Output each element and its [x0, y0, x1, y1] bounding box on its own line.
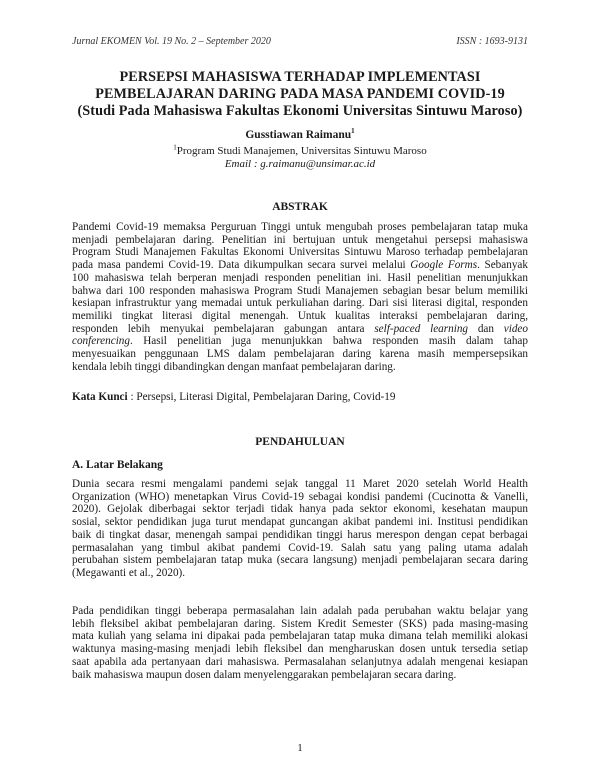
keywords-text: : Persepsi, Literasi Digital, Pembelajaran Daring, Covid-19	[130, 391, 396, 403]
abstract-line: kesiapan infrastruktur yang memadai untuk perkuliahan daring. Dari sisi literasi digital, responden	[72, 297, 528, 310]
abstract-line	[72, 259, 528, 272]
abstract-line	[72, 335, 528, 348]
abstract-text: . Sebanyak	[477, 259, 528, 272]
intro-heading: PENDAHULUAN	[255, 436, 345, 448]
abstract-text: dan	[477, 322, 494, 335]
keywords-label: Kata Kunci	[72, 391, 128, 403]
paragraph-line: sosial, sektor pendidikan juga turut mendapat guncangan akibat pandemi ini. Institusi pendidikan	[72, 516, 528, 529]
paragraph-line: mata kuliah yang selama ini dipakai pada pembelajaran tatap muka dimana telah memiliki alokasi	[72, 630, 528, 643]
author-email: Email : g.raimanu@unsimar.ac.id	[224, 158, 376, 170]
title-line-1: PERSEPSI MAHASISWA TERHADAP IMPLEMENTASI	[119, 69, 481, 85]
paragraph-line: perubahan sistem pembelajaran tatap muka (secara langsung) menjadi pembelajaran secara daring	[72, 554, 528, 567]
author-name-text: Gusstiawan Raimanu	[245, 129, 352, 141]
abstract-line: Pandemi Covid-19 memaksa Perguruan Tinggi untuk mengubah proses pembelajaran tatap muka	[72, 221, 528, 233]
paragraph-line: 2020). Gejolak diberbagai sektor terjadi tidak hanya pada sektor ekonomi, kesehatan maupun	[72, 503, 528, 516]
paragraph-line: waktunya masing-masing menjadi lebih fleksibel dan mengharuskan dosen untuk tersedia setiap	[72, 643, 528, 656]
abstract-text: pada masa pandemi Covid-19. Data dikumpulkan secara survei melalui	[72, 259, 406, 272]
abstract-heading: ABSTRAK	[272, 201, 328, 213]
intro-paragraph-2	[72, 605, 528, 681]
affiliation-text: Program Studi Manajemen, Universitas Sintuwu Maroso	[176, 145, 427, 157]
abstract-line: memiliki tingkat literasi digital menengah. Untuk kualitas interaksi pembelajaran daring,	[72, 309, 528, 322]
abstract-line: kendala lebih tinggi dibandingkan dengan manfaat pembelajaran daring.	[72, 360, 396, 373]
paragraph-line: baik mahasiswa maupun dosen dalam menyelenggarakan pembelajaran secara daring.	[72, 668, 457, 681]
abstract-line: Program Studi Manajemen Fakultas Ekonomi Universitas Sintuwu Maroso terhadap pembelajaran	[72, 246, 528, 259]
title-line-3: (Studi Pada Mahasiswa Fakultas Ekonomi Universitas Sintuwu Maroso)	[77, 103, 523, 119]
paragraph-line: baik di tingkat dasar, menengah sampai pendidikan tinggi harus merespon dengan cepat berbagai	[72, 528, 528, 541]
paragraph-line: (Megawanti et al., 2020).	[72, 566, 186, 579]
paragraph-line: lebih fleksibel akibat pembelajaran daring. Sistem Kredit Semester (SKS) pada masing-masing	[72, 617, 528, 630]
author-affiliation	[0, 145, 600, 157]
keywords	[72, 391, 395, 403]
abstract-line: bahwa dari 100 responden mahasiswa Program Studi Manajemen sebagian besar belum memiliki	[72, 284, 528, 297]
affiliation-sup: 1	[173, 143, 177, 152]
abstract-body	[72, 221, 528, 373]
abstract-italic-term: conferencing	[72, 335, 130, 348]
abstract-line	[72, 323, 528, 336]
abstract-italic-term: self-paced learning	[374, 322, 469, 335]
paragraph-line: Dunia secara resmi mengalami pandemi sejak tanggal 11 Maret 2020 setelah World Health	[72, 478, 528, 490]
page-number: 1	[297, 742, 303, 754]
abstract-text: . Hasil penelitian juga menunjukkan bahwa responden masih dalam tahap	[130, 335, 528, 348]
abstract-italic-term: Google Forms	[410, 259, 478, 272]
author-name	[0, 129, 600, 141]
paper-title	[60, 69, 540, 120]
paragraph-line: Organization (WHO) menetapkan Virus Covid-19 sebagai kondisi pandemi (Cucinotta & Vanelli,	[72, 490, 528, 503]
title-line-2: PEMBELAJARAN DARING PADA MASA PANDEMI COVID-19	[95, 86, 505, 102]
abstract-text: responden lebih menyukai pembelajaran gabungan antara	[72, 322, 365, 335]
abstract-italic-term: video	[503, 322, 528, 335]
paragraph-line: saat apabila ada pertanyaan dari mahasiswa. Permasalahan selanjutnya adalah mengenai kesiapan	[72, 655, 528, 668]
abstract-line: menyesuaikan penggunaan LMS dalam pembelajaran daring karena masih mempersepsikan	[72, 348, 528, 361]
issn-running-head: ISSN : 1693-9131	[456, 36, 528, 47]
intro-paragraph-1	[72, 478, 528, 580]
author-sup: 1	[351, 127, 355, 136]
journal-running-head: Jurnal EKOMEN Vol. 19 No. 2 – September 2020	[72, 36, 271, 47]
abstract-line: 100 mahasiswa telah berperan menjadi responden penelitian ini. Hasil penelitian menunjukkan	[72, 271, 528, 284]
paragraph-line: permasalahan yang timbul akibat pandemi Covid-19. Salah satu yang paling utama adalah	[72, 541, 528, 554]
paragraph-line: Pada pendidikan tinggi beberapa permasalahan lain adalah pada perubahan waktu belajar yang	[72, 605, 528, 617]
section-subheading: A. Latar Belakang	[72, 459, 163, 471]
abstract-line: menjadi pembelajaran daring. Penelitian ini bertujuan untuk mengetahui persepsi mahasiswa	[72, 233, 528, 246]
